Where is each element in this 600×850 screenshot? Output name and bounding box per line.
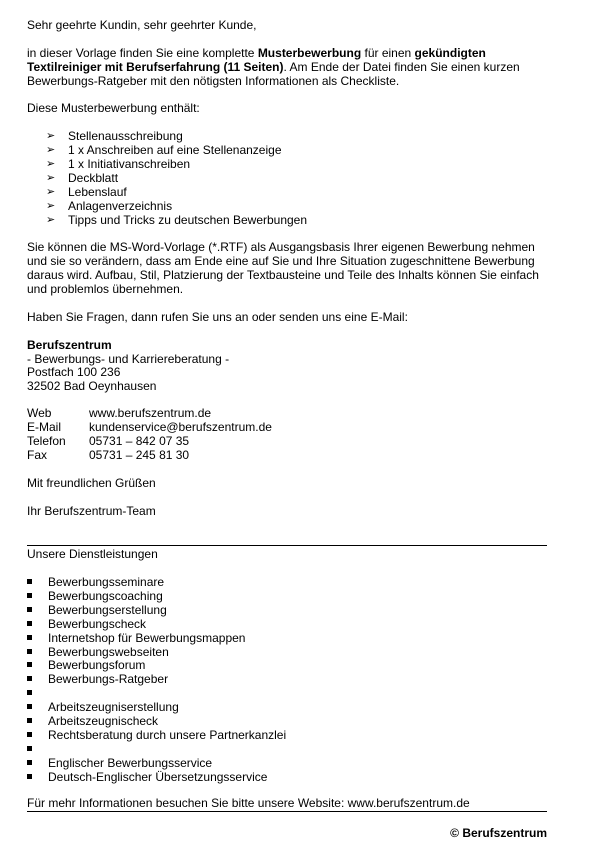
intro-emphasis: Musterbewerbung — [257, 46, 362, 60]
services-heading: Unsere Dienstleistungen — [27, 547, 158, 561]
salutation: Sehr geehrte Kundin, sehr geehrter Kunde, — [27, 18, 257, 32]
service-item-label: Arbeitszeugnischeck — [48, 714, 159, 728]
contact-phone — [27, 434, 189, 448]
square-bullet-icon — [27, 662, 32, 667]
service-item-label: Englischer Bewerbungsservice — [48, 755, 213, 770]
contents-heading: Diese Musterbewerbung enthält: — [27, 101, 200, 115]
intro-line-2 — [27, 60, 520, 74]
square-bullet-icon — [27, 718, 32, 723]
square-bullet-icon — [27, 704, 32, 709]
square-bullet-icon — [27, 649, 32, 654]
service-item-label: Deutsch-Englischer Übersetzungsservice — [48, 769, 268, 784]
usage-line-3: daraus wird. Aufbau, Stil, Platzierung der Textbausteine und Teile des Inhalts können Sie einfach — [27, 268, 539, 282]
service-item-label: Bewerbungsseminare — [48, 575, 165, 589]
contact-label: Web — [27, 406, 52, 420]
intro-text: in dieser Vorlage finden Sie eine komplette — [27, 46, 258, 60]
company-name: Berufszentrum — [27, 338, 112, 352]
square-bullet-icon — [27, 774, 32, 779]
contents-item-label: 1 x Anschreiben auf eine Stellenanzeige — [68, 143, 282, 157]
intro-emphasis: Textilreiniger mit Berufserfahrung (11 Seiten) — [27, 60, 284, 74]
arrow-bullet-icon: ➢ — [46, 144, 56, 156]
company-subtitle: - Bewerbungs- und Karriereberatung - — [27, 352, 230, 366]
usage-line-4: und problemlos übernehmen. — [27, 282, 184, 296]
contents-item-label: Deckblatt — [68, 171, 119, 185]
contact-email — [27, 420, 272, 434]
square-bullet-icon — [27, 635, 32, 640]
service-item-label: Bewerbungscheck — [48, 616, 147, 631]
square-bullet-icon — [27, 690, 32, 695]
arrow-bullet-icon: ➢ — [46, 158, 56, 170]
contact-label: Telefon — [27, 434, 66, 448]
service-item-label: Arbeitszeugniserstellung — [48, 700, 179, 715]
service-item-label: Bewerbungs-Ratgeber — [48, 672, 169, 687]
intro-text: . Am Ende der Datei finden Sie einen kurzen — [283, 60, 520, 74]
arrow-bullet-icon: ➢ — [46, 172, 56, 184]
square-bullet-icon — [27, 732, 32, 737]
contact-label: Fax — [27, 448, 48, 462]
square-bullet-icon — [27, 607, 32, 612]
company-postbox: Postfach 100 236 — [27, 365, 121, 379]
service-item-label: Rechtsberatung durch unsere Partnerkanzlei — [48, 727, 287, 742]
service-item-label: Bewerbungsforum — [48, 658, 146, 673]
contents-item-label: 1 x Initiativanschreiben — [68, 157, 191, 171]
contact-label: E-Mail — [27, 420, 62, 434]
square-bullet-icon — [27, 621, 32, 626]
square-bullet-icon — [27, 760, 32, 765]
contact-fax — [27, 448, 189, 462]
intro-text: für einen — [361, 46, 415, 60]
square-bullet-icon — [27, 746, 32, 751]
service-item-label: Internetshop für Bewerbungsmappen — [48, 630, 246, 645]
fax-number: 05731 – 245 81 30 — [89, 448, 190, 462]
divider — [27, 545, 547, 546]
service-item-label: Bewerbungswebseiten — [48, 644, 169, 659]
square-bullet-icon — [27, 579, 32, 584]
contents-item-label: Lebenslauf — [68, 185, 127, 199]
email-link[interactable]: kundenservice@berufszentrum.de — [89, 420, 272, 434]
arrow-bullet-icon: ➢ — [46, 200, 56, 212]
company-city: 32502 Bad Oeynhausen — [27, 379, 157, 393]
service-item-label: Bewerbungserstellung — [48, 602, 167, 617]
contents-item-label: Anlagenverzeichnis — [68, 199, 173, 213]
service-item-label: Bewerbungscoaching — [48, 588, 163, 603]
contents-item-label: Tipps und Tricks zu deutschen Bewerbungen — [68, 213, 308, 227]
copyright: © Berufszentrum — [450, 826, 547, 840]
arrow-bullet-icon: ➢ — [46, 186, 56, 198]
intro-line-1 — [27, 46, 486, 60]
contact-web — [27, 406, 211, 420]
divider — [27, 811, 547, 812]
square-bullet-icon — [27, 676, 32, 681]
closing-greeting: Mit freundlichen Grüßen — [27, 476, 156, 490]
intro-line-3: Bewerbungs-Ratgeber mit den nötigsten Informationen als Checkliste. — [27, 74, 400, 88]
intro-emphasis: gekündigten — [414, 46, 486, 60]
arrow-bullet-icon: ➢ — [46, 130, 56, 142]
usage-line-1: Sie können die MS-Word-Vorlage (*.RTF) als Ausgangsbasis Ihrer eigenen Bewerbung nehmen — [27, 240, 535, 254]
usage-line-2: und sie so verändern, dass am Ende eine auf Sie und Ihre Situation zugeschnittene Bewerbung — [27, 254, 535, 268]
web-link[interactable]: www.berufszentrum.de — [89, 406, 212, 420]
signature: Ihr Berufszentrum-Team — [27, 504, 156, 518]
phone-number: 05731 – 842 07 35 — [89, 434, 190, 448]
questions-text: Haben Sie Fragen, dann rufen Sie uns an oder senden uns eine E-Mail: — [27, 310, 408, 324]
square-bullet-icon — [27, 593, 32, 598]
footer-info: Für mehr Informationen besuchen Sie bitte unsere Website: www.berufszentrum.de — [27, 796, 470, 810]
arrow-bullet-icon: ➢ — [46, 214, 56, 226]
contents-item-label: Stellenausschreibung — [68, 129, 183, 143]
